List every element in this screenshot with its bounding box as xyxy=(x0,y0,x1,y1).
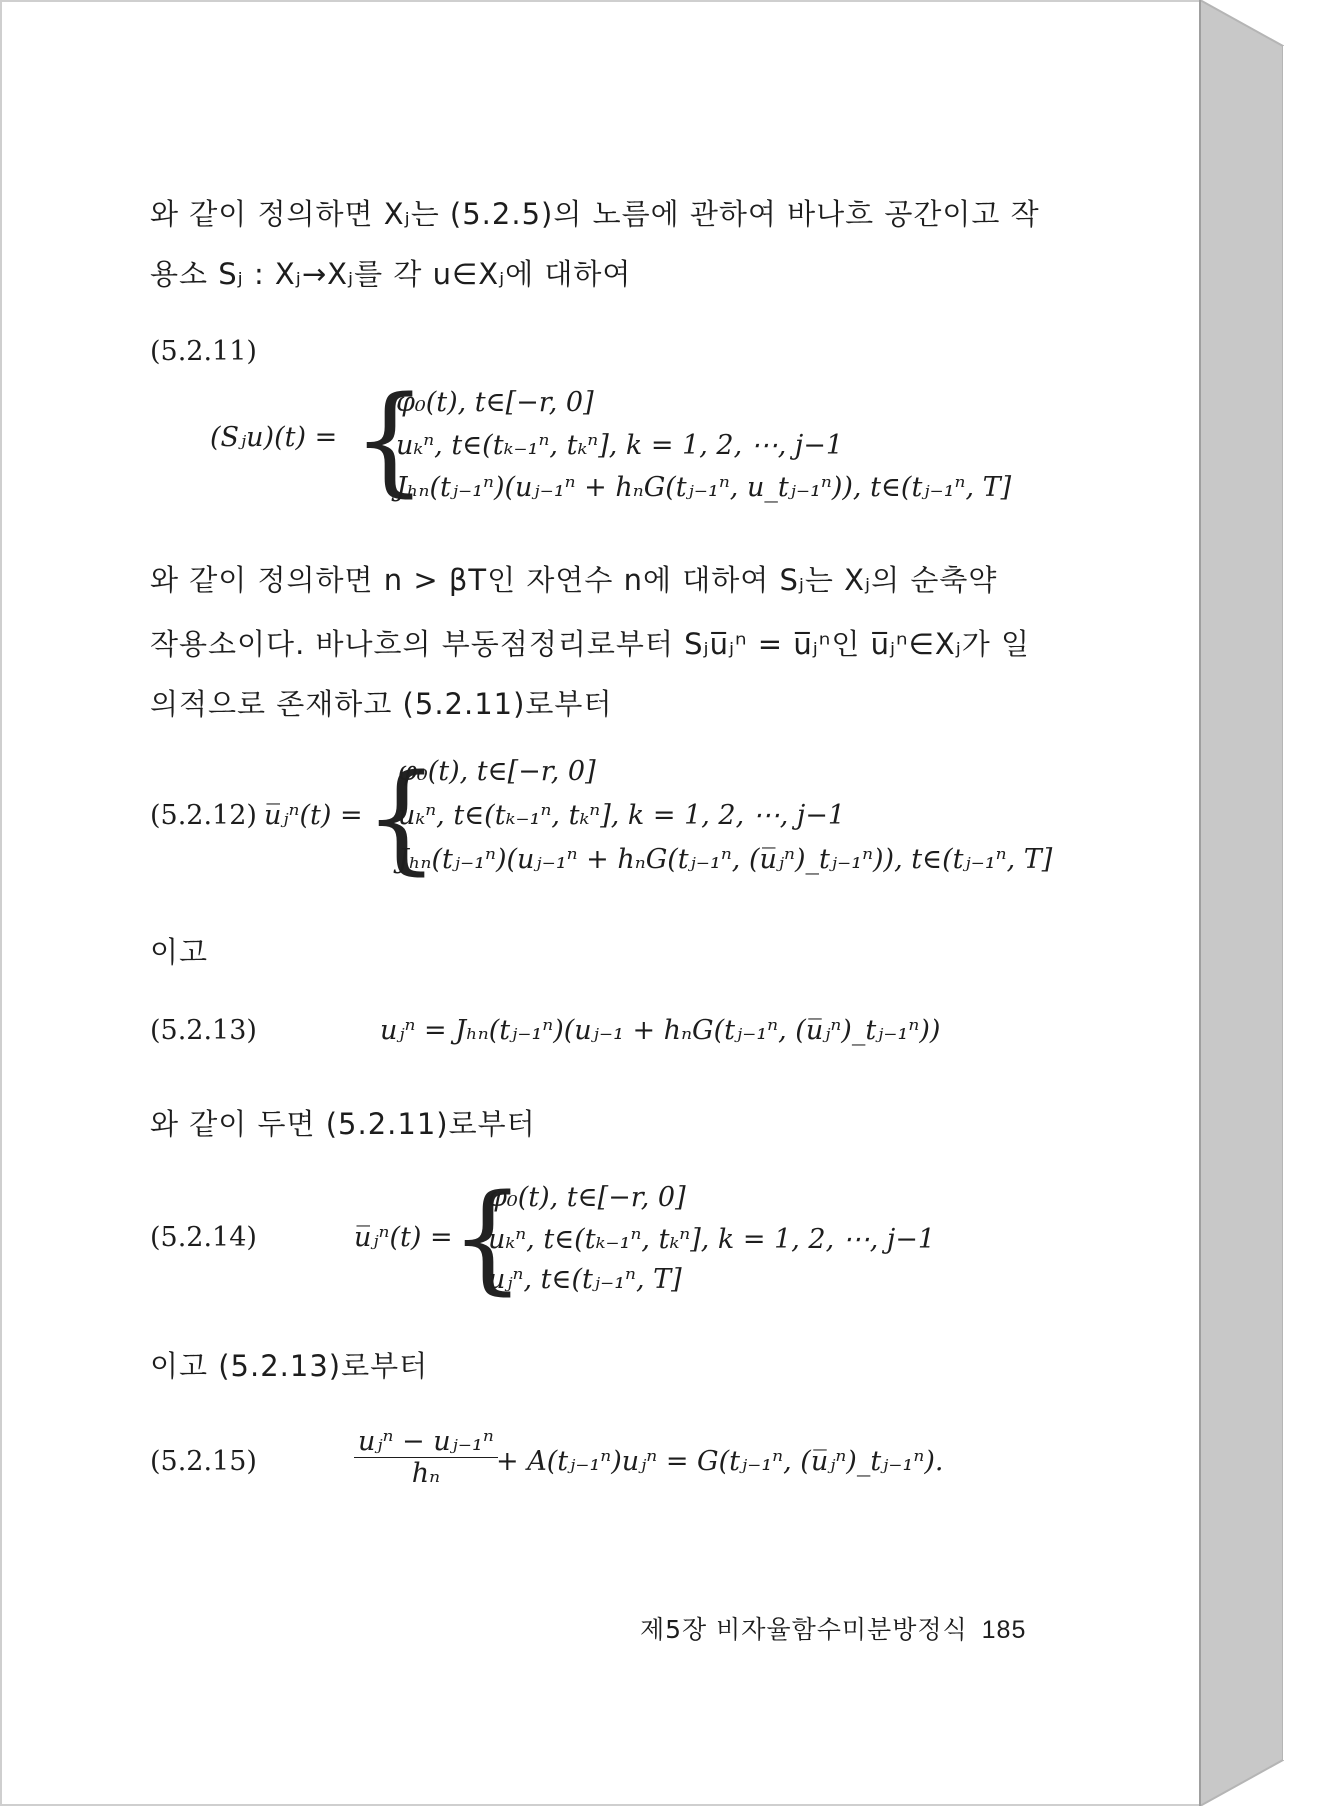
equation-case: φ₀(t), t∈[−r, 0] xyxy=(488,1182,686,1213)
equation-case: uₖⁿ, t∈(tₖ₋₁ⁿ, tₖⁿ], k = 1, 2, ⋯, j−1 xyxy=(398,800,846,831)
equation-lhs: (Sⱼu)(t) = xyxy=(210,422,338,453)
left-brace: { xyxy=(352,370,428,508)
equation-case: uₖⁿ, t∈(tₖ₋₁ⁿ, tₖⁿ], k = 1, 2, ⋯, j−1 xyxy=(488,1224,936,1255)
left-brace: { xyxy=(364,748,440,886)
equation-body: uⱼⁿ = Jₕₙ(tⱼ₋₁ⁿ)(uⱼ₋₁ + hₙG(tⱼ₋₁ⁿ, (u̅ⱼⁿ)_tⱼ₋₁ⁿ)) xyxy=(380,1015,941,1046)
paragraph-line: 의적으로 존재하고 (5.2.11)로부터 xyxy=(150,687,613,721)
paragraph-line: 용소 Sⱼ : Xⱼ→Xⱼ를 각 u∈Xⱼ에 대하여 xyxy=(150,257,632,291)
fraction-numerator: uⱼⁿ − uⱼ₋₁ⁿ xyxy=(354,1426,498,1458)
chapter-title: 제5장 비자율함수미분방정식 xyxy=(640,1615,968,1644)
equation-case: uₖⁿ, t∈(tₖ₋₁ⁿ, tₖⁿ], k = 1, 2, ⋯, j−1 xyxy=(396,430,844,461)
equation-case: Jₕₙ(tⱼ₋₁ⁿ)(uⱼ₋₁ⁿ + hₙG(tⱼ₋₁ⁿ, (u̅ⱼⁿ)_tⱼ₋₁ⁿ)), t∈(tⱼ₋₁ⁿ, T] xyxy=(398,844,1053,875)
equation-body: + A(tⱼ₋₁ⁿ)uⱼⁿ = G(tⱼ₋₁ⁿ, (u̅ⱼⁿ)_tⱼ₋₁ⁿ). xyxy=(496,1446,944,1477)
equation-case: φ₀(t), t∈[−r, 0] xyxy=(396,387,594,418)
equation-lhs: u̅ⱼⁿ(t) = xyxy=(354,1222,453,1253)
equation-number: (5.2.13) xyxy=(150,1015,257,1046)
paragraph-line: 이고 (5.2.13)로부터 xyxy=(150,1349,429,1383)
left-brace: { xyxy=(450,1168,526,1306)
page-number: 185 xyxy=(981,1616,1027,1644)
paragraph-line: 와 같이 정의하면 Xⱼ는 (5.2.5)의 노름에 관하여 바나흐 공간이고 작 xyxy=(150,197,1040,231)
fraction-denominator: hₙ xyxy=(411,1458,441,1489)
paragraph-line: 이고 xyxy=(150,935,209,969)
equation-number: (5.2.11) xyxy=(150,336,257,367)
equation-number: (5.2.12) xyxy=(150,800,257,831)
paragraph-line: 작용소이다. 바나흐의 부동점정리로부터 Sⱼu̅ⱼⁿ = u̅ⱼⁿ인 u̅ⱼⁿ∈Xⱼ가 일 xyxy=(150,627,1031,661)
equation-case: Jₕₙ(tⱼ₋₁ⁿ)(uⱼ₋₁ⁿ + hₙG(tⱼ₋₁ⁿ, u_tⱼ₋₁ⁿ)), t∈(tⱼ₋₁ⁿ, T] xyxy=(396,472,1012,503)
equation-lhs: u̅ⱼⁿ(t) = xyxy=(264,800,363,831)
equation-number: (5.2.14) xyxy=(150,1222,257,1253)
paragraph-line: 와 같이 두면 (5.2.11)로부터 xyxy=(150,1107,536,1141)
equation-case: φ₀(t), t∈[−r, 0] xyxy=(398,756,596,787)
equation-case: uⱼⁿ, t∈(tⱼ₋₁ⁿ, T] xyxy=(488,1264,682,1295)
paragraph-line: 와 같이 정의하면 n > βT인 자연수 n에 대하여 Sⱼ는 Xⱼ의 순축약 xyxy=(150,563,998,597)
equation-number: (5.2.15) xyxy=(150,1446,257,1477)
